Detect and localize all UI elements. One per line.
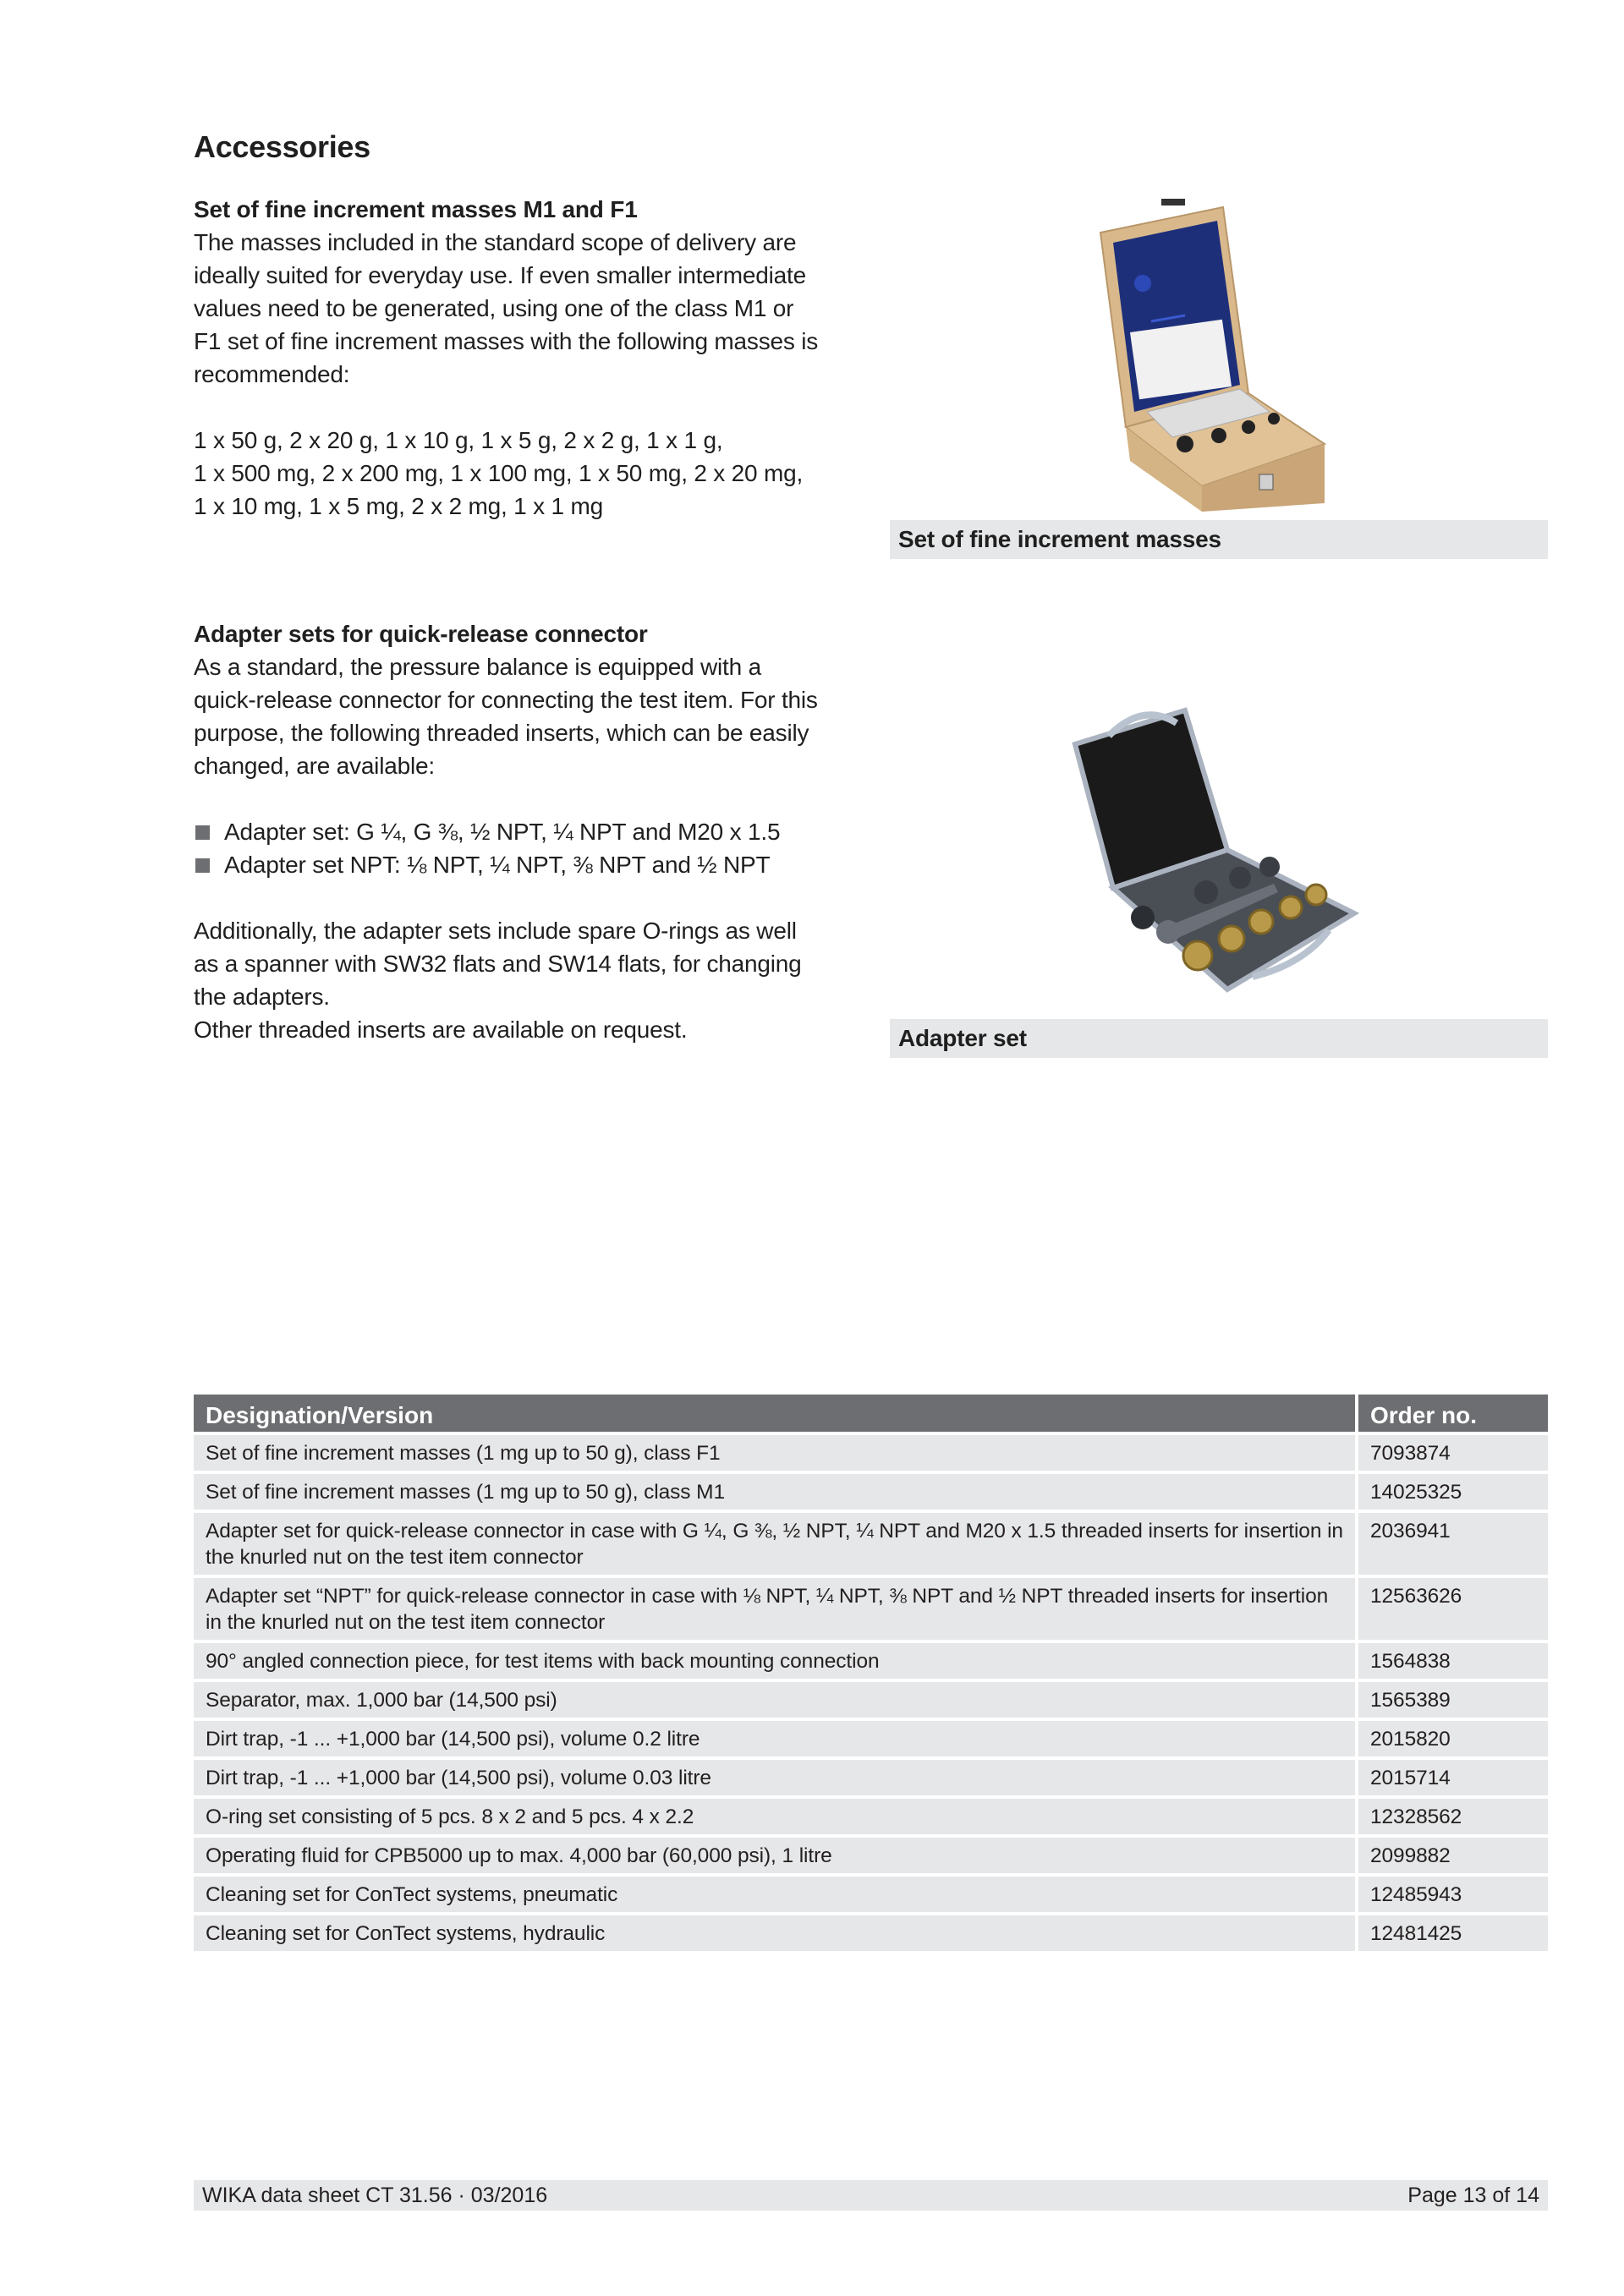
- table-row: [194, 1513, 1548, 1575]
- page-footer: [194, 2180, 1548, 2211]
- cell-designation: 90° angled connection piece, for test items with back mounting connection: [194, 1643, 1355, 1679]
- body-line: recommended:: [194, 361, 350, 387]
- body-line: purpose, the following threaded inserts, which can be easily: [194, 720, 809, 746]
- header-order-no: Order no.: [1355, 1395, 1548, 1432]
- mass-list-line: 1 x 10 mg, 1 x 5 mg, 2 x 2 mg, 1 x 1 mg: [194, 493, 603, 519]
- table-row: [194, 1682, 1548, 1718]
- cell-order-no: 2036941: [1355, 1513, 1548, 1575]
- table-row: [194, 1435, 1548, 1471]
- section-fine-masses: [194, 193, 862, 523]
- table-row: [194, 1877, 1548, 1912]
- body-line: Other threaded inserts are available on request.: [194, 1016, 688, 1043]
- table-header-row: [194, 1395, 1548, 1432]
- page-title: Accessories: [194, 129, 370, 164]
- table-row: [194, 1915, 1548, 1951]
- body-line: quick-release connector for connecting the test item. For this: [194, 687, 818, 713]
- bullet-text: Adapter set: G ¼, G ⅜, ½ NPT, ¼ NPT and M20 x 1.5: [224, 819, 781, 845]
- body-line: The masses included in the standard scope of delivery are: [194, 229, 797, 255]
- cell-designation: Set of fine increment masses (1 mg up to 50 g), class F1: [194, 1435, 1355, 1471]
- bullet-item: [194, 848, 862, 881]
- header-designation: Designation/Version: [194, 1395, 1355, 1432]
- cell-order-no: 12485943: [1355, 1877, 1548, 1912]
- cell-designation: Set of fine increment masses (1 mg up to 50 g), class M1: [194, 1474, 1355, 1510]
- cell-designation: Operating fluid for CPB5000 up to max. 4,000 bar (60,000 psi), 1 litre: [194, 1838, 1355, 1873]
- cell-designation: Adapter set “NPT” for quick-release connector in case with ⅛ NPT, ¼ NPT, ⅜ NPT and ½ NPT threaded inserts for insertion in the knurled nut on the test item connector: [194, 1578, 1355, 1640]
- section-adapter-sets: [194, 617, 862, 1046]
- mass-list-line: 1 x 50 g, 2 x 20 g, 1 x 10 g, 1 x 5 g, 2 x 2 g, 1 x 1 g,: [194, 427, 723, 453]
- cell-designation: Adapter set for quick-release connector in case with G ¼, G ⅜, ½ NPT, ¼ NPT and M20 x 1.5 threaded inserts for insertion in the knurled nut on the test item connector: [194, 1513, 1355, 1575]
- adapter-bullet-list: [194, 815, 862, 881]
- cell-designation: Dirt trap, -1 ... +1,000 bar (14,500 psi), volume 0.2 litre: [194, 1721, 1355, 1756]
- table-row: [194, 1838, 1548, 1873]
- table-row: [194, 1721, 1548, 1756]
- table-row: [194, 1578, 1548, 1640]
- cell-designation: Cleaning set for ConTect systems, hydraulic: [194, 1915, 1355, 1951]
- mass-list-line: 1 x 500 mg, 2 x 200 mg, 1 x 100 mg, 1 x 50 mg, 2 x 20 mg,: [194, 460, 804, 486]
- adapter-case-image: [1058, 702, 1380, 1015]
- cell-designation: O-ring set consisting of 5 pcs. 8 x 2 and 5 pcs. 4 x 2.2: [194, 1799, 1355, 1834]
- figure-fine-masses: [890, 190, 1548, 559]
- bullet-item: [194, 815, 862, 848]
- section-heading: Adapter sets for quick-release connector: [194, 621, 648, 647]
- table-row: [194, 1643, 1548, 1679]
- cell-order-no: 12328562: [1355, 1799, 1548, 1834]
- footer-page-number: Page 13 of 14: [1407, 2184, 1539, 2207]
- cell-order-no: 1564838: [1355, 1643, 1548, 1679]
- cell-order-no: 2015714: [1355, 1760, 1548, 1795]
- bullet-text: Adapter set NPT: ⅛ NPT, ¼ NPT, ⅜ NPT and ½ NPT: [224, 852, 771, 878]
- body-line: as a spanner with SW32 flats and SW14 flats, for changing: [194, 951, 802, 977]
- cell-order-no: 2015820: [1355, 1721, 1548, 1756]
- cell-order-no: 12481425: [1355, 1915, 1548, 1951]
- table-row: [194, 1474, 1548, 1510]
- figure-caption: Adapter set: [890, 1019, 1548, 1058]
- table-row: [194, 1760, 1548, 1795]
- cell-order-no: 14025325: [1355, 1474, 1548, 1510]
- square-bullet-icon: [195, 825, 210, 840]
- cell-order-no: 1565389: [1355, 1682, 1548, 1718]
- cell-order-no: 2099882: [1355, 1838, 1548, 1873]
- body-line: the adapters.: [194, 984, 330, 1010]
- body-line: ideally suited for everyday use. If even smaller intermediate: [194, 262, 806, 288]
- figure-caption: Set of fine increment masses: [890, 520, 1548, 559]
- body-line: As a standard, the pressure balance is equipped with a: [194, 654, 761, 680]
- cell-order-no: 7093874: [1355, 1435, 1548, 1471]
- section-heading: Set of fine increment masses M1 and F1: [194, 196, 638, 222]
- order-table: [194, 1391, 1548, 1954]
- figure-adapter-set: [890, 702, 1548, 1058]
- body-line: Additionally, the adapter sets include spare O-rings as well: [194, 918, 797, 944]
- footer-document-id: WIKA data sheet CT 31.56 · 03/2016: [202, 2184, 548, 2207]
- cell-order-no: 12563626: [1355, 1578, 1548, 1640]
- square-bullet-icon: [195, 858, 210, 873]
- cell-designation: Dirt trap, -1 ... +1,000 bar (14,500 psi), volume 0.03 litre: [194, 1760, 1355, 1795]
- body-line: changed, are available:: [194, 753, 435, 779]
- wooden-mass-case-image: [1067, 190, 1371, 512]
- table-row: [194, 1799, 1548, 1834]
- cell-designation: Separator, max. 1,000 bar (14,500 psi): [194, 1682, 1355, 1718]
- cell-designation: Cleaning set for ConTect systems, pneumatic: [194, 1877, 1355, 1912]
- body-line: values need to be generated, using one of the class M1 or: [194, 295, 794, 321]
- body-line: F1 set of fine increment masses with the following masses is: [194, 328, 819, 354]
